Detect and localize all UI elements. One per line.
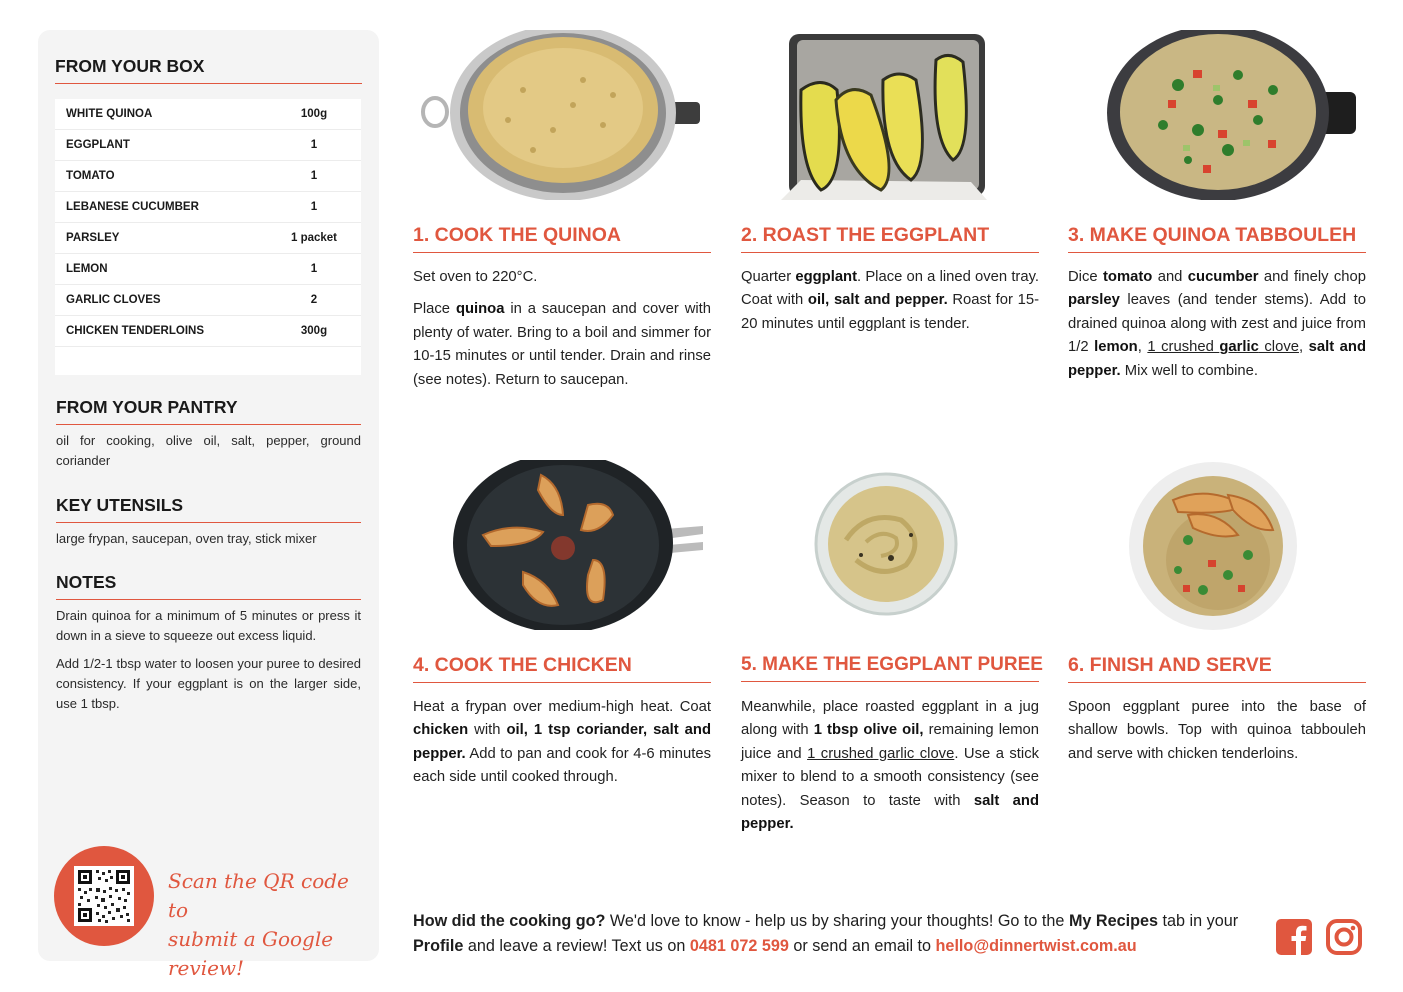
step-4-body <box>413 696 711 790</box>
ingredient-name: LEMON <box>66 263 108 275</box>
ingredient-name: WHITE QUINOA <box>66 108 153 120</box>
ingredient-qty: 1 <box>310 201 318 213</box>
table-row <box>55 254 361 285</box>
step-2-body <box>741 266 1039 336</box>
instagram-icon[interactable] <box>1326 919 1362 955</box>
step-4-title: 4. COOK THE CHICKEN <box>413 654 711 683</box>
ingredient-name: PARSLEY <box>66 232 120 244</box>
step-1-title: 1. COOK THE QUINOA <box>413 224 711 253</box>
ingredient-name: TOMATO <box>66 170 115 182</box>
step-6-title: 6. FINISH AND SERVE <box>1068 654 1366 683</box>
step-5-title: 5. MAKE THE EGGPLANT PUREE <box>741 654 1039 682</box>
ingredient-qty: 100g <box>300 108 328 120</box>
cooked-chicken-image <box>413 460 711 630</box>
table-row <box>55 161 361 192</box>
quinoa-saucepan-image <box>413 30 711 200</box>
from-your-box-heading: FROM YOUR BOX <box>55 56 362 84</box>
ingredient-name: CHICKEN TENDERLOINS <box>66 325 205 337</box>
step-3-body <box>1068 266 1366 383</box>
table-row <box>55 285 361 316</box>
qr-caption <box>168 867 368 983</box>
roasted-eggplant-image <box>741 30 1039 200</box>
step-6-body <box>1068 696 1366 766</box>
qr-code-icon[interactable] <box>74 866 134 926</box>
step-5-method-text: Meanwhile, place roasted eggplant in a jug along with 1 tbsp olive oil, remaining lemon juice and 1 crushed garlic clove. Use a stick mixer to blend to a smooth consistency (see notes). Season to taste with salt and pepper. <box>741 699 1040 833</box>
step-4-method-text: Heat a frypan over medium-high heat. Coat chicken with oil, 1 tsp coriander, salt and pepper. Add to pan and cook for 4-6 minutes each side until cooked through. <box>413 699 711 786</box>
ingredient-qty: 1 <box>310 170 318 182</box>
table-row <box>55 192 361 223</box>
note-item: Add 1/2-1 tbsp water to loosen your puree to desired consistency. If your eggplant is on the larger side, use 1 tbsp. <box>56 656 361 711</box>
ingredients-sidebar <box>38 30 379 980</box>
pantry-text: oil for cooking, olive oil, salt, pepper, ground coriander <box>56 433 361 468</box>
profile-link[interactable]: Profile <box>413 937 464 955</box>
ingredient-qty: 2 <box>310 294 318 306</box>
ingredient-name: LEBANESE CUCUMBER <box>66 201 199 213</box>
note-item: Drain quinoa for a minimum of 5 minutes or press it down in a sieve to squeeze out excess liquid. <box>56 608 361 643</box>
step-2-title: 2. ROAST THE EGGPLANT <box>741 224 1039 253</box>
facebook-icon[interactable] <box>1276 919 1312 955</box>
ingredient-name: EGGPLANT <box>66 139 130 151</box>
quinoa-tabbouleh-image <box>1068 30 1366 200</box>
footer-text-3: and leave a review! Text us on <box>463 937 690 955</box>
step-6-method-text: Spoon eggplant puree into the base of shallow bowls. Top with quinoa tabbouleh and serve with chicken tenderloins. <box>1068 699 1366 762</box>
table-row <box>55 99 361 130</box>
ingredient-qty: 300g <box>300 325 328 337</box>
eggplant-puree-image <box>741 460 1039 630</box>
table-row <box>55 130 361 161</box>
step-3-title: 3. MAKE QUINOA TABBOULEH <box>1068 224 1366 253</box>
footer-question: How did the cooking go? <box>413 912 606 930</box>
ingredient-name: GARLIC CLOVES <box>66 294 161 306</box>
ingredients-table <box>55 99 361 375</box>
email-link[interactable]: hello@dinnertwist.com.au <box>935 937 1137 955</box>
ingredient-qty: 1 <box>310 263 318 275</box>
my-recipes-link[interactable]: My Recipes <box>1068 912 1159 930</box>
step-3-method-text: Dice tomato and cucumber and finely chop parsley leaves (and tender stems). Add to drained quinoa along with zest and juice from 1/2 lemon, 1 crushed garlic clove, salt and pepper. Mix well to combine. <box>1068 269 1366 379</box>
from-your-pantry-heading: FROM YOUR PANTRY <box>56 397 361 425</box>
step-5-body <box>741 696 1039 836</box>
review-footer <box>413 909 1263 959</box>
qr-caption-line1: Scan the QR code to <box>168 869 349 922</box>
ingredient-qty: 1 <box>310 139 318 151</box>
step-1-method-text: Place quinoa in a saucepan and cover with plenty of water. Bring to a boil and simmer for 10-15 minutes or until tender. Drain and rinse (see notes). Return to saucepan. <box>413 301 712 388</box>
footer-text-4: or send an email to <box>788 937 936 955</box>
step-1-body <box>413 266 711 392</box>
utensils-text: large frypan, saucepan, oven tray, stick mixer <box>56 531 317 546</box>
qr-caption-line2: submit a Google review! <box>168 927 334 980</box>
notes-heading: NOTES <box>56 572 361 600</box>
ingredient-qty: 1 packet <box>290 232 338 244</box>
notes-text <box>56 606 361 714</box>
phone-link[interactable]: 0481 072 599 <box>689 937 789 955</box>
step-1-oven-text: Set oven to 220°C. <box>413 269 538 285</box>
table-row <box>55 223 361 254</box>
qr-badge <box>54 846 154 946</box>
finished-dish-image <box>1068 460 1366 630</box>
footer-text-2: tab in your <box>1158 912 1239 930</box>
footer-text-1: We'd love to know - help us by sharing your thoughts! Go to the <box>605 912 1069 930</box>
step-2-method-text: Quarter eggplant. Place on a lined oven tray. Coat with oil, salt and pepper. Roast for 15-20 minutes until eggplant is tender. <box>741 269 1039 332</box>
key-utensils-heading: KEY UTENSILS <box>56 495 361 523</box>
table-row <box>55 316 361 347</box>
